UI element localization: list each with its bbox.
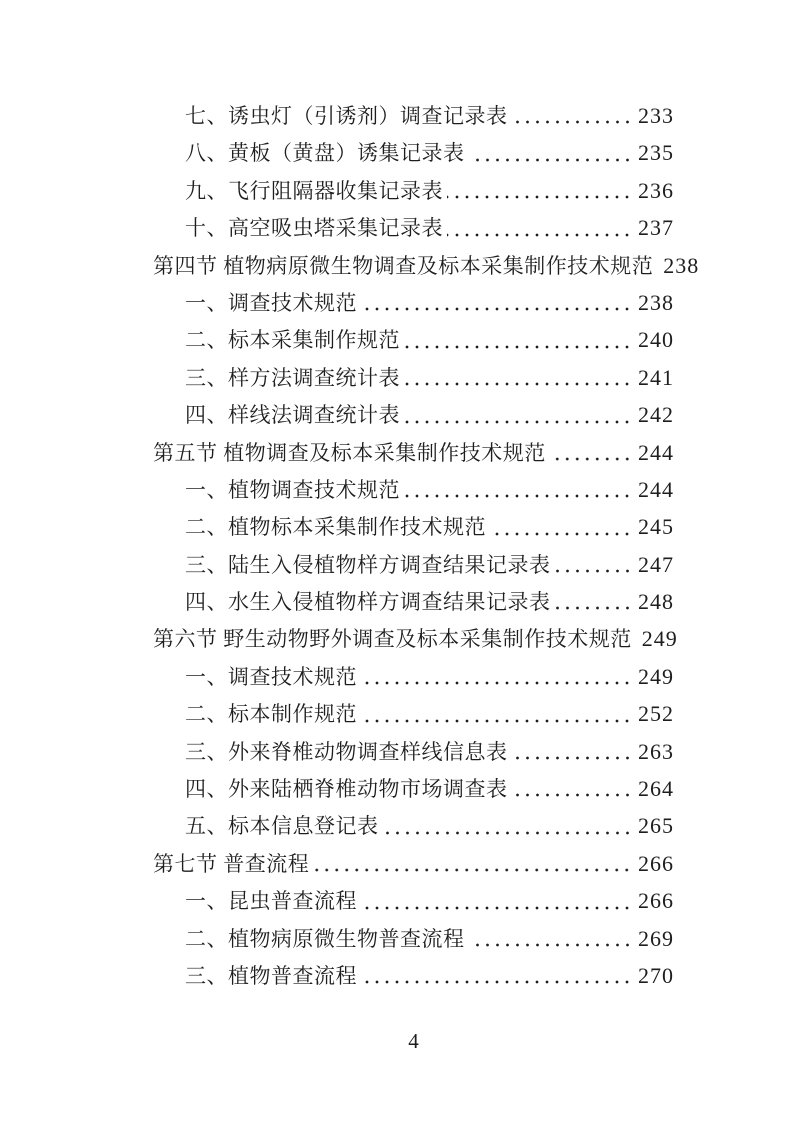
toc-entry[interactable] [153, 957, 674, 994]
toc-entry-label: 第七节 普查流程 [153, 851, 310, 876]
toc-entry[interactable] [153, 695, 674, 732]
toc-dot-leader [555, 606, 633, 610]
toc-entry-page: 242 [638, 402, 674, 428]
toc-entry-label: 第六节 野生动物野外调查及标本采集制作技术规范 [153, 627, 632, 652]
toc-entry-label: 四、水生入侵植物样方调查结果记录表 [185, 590, 551, 615]
toc-entry[interactable] [153, 284, 674, 321]
toc-dot-leader [361, 906, 632, 910]
toc-entry-label: 三、样方法调查统计表 [185, 365, 400, 390]
toc-dot-leader [383, 831, 633, 835]
toc-entry[interactable] [153, 733, 674, 770]
toc-entry-label: 第四节 植物病原微生物调查及标本采集制作技术规范 [153, 253, 654, 278]
toc-dot-leader [361, 980, 632, 984]
toc-entry-label: 二、标本制作规范 [185, 702, 357, 727]
toc-entry-label: 一、昆虫普查流程 [185, 889, 357, 914]
toc-entry-label: 十、高空吸虫塔采集记录表 [185, 216, 443, 241]
toc-entry-page: 249 [638, 663, 674, 689]
toc-entry-page: 237 [638, 215, 674, 241]
toc-entry-label: 一、植物调查技术规范 [185, 477, 400, 502]
toc-entry[interactable] [153, 321, 674, 358]
toc-entry[interactable] [153, 882, 674, 919]
toc-entry-label: 第五节 植物调查及标本采集制作技术规范 [153, 440, 546, 465]
toc-dot-leader [313, 868, 632, 872]
toc-entry-label: 四、样线法调查统计表 [185, 403, 400, 428]
toc-dot-leader [469, 158, 633, 162]
toc-entry[interactable] [153, 209, 674, 246]
toc-entry-label: 二、植物病原微生物普查流程 [185, 926, 465, 951]
toc-entry-page: 248 [638, 589, 674, 615]
toc-entry[interactable] [153, 620, 678, 657]
toc-dot-leader [512, 120, 633, 124]
toc-entry-label: 九、飞行阻隔器收集记录表 [185, 178, 443, 203]
toc-entry-label: 二、标本采集制作规范 [185, 328, 400, 353]
toc-entry-label: 三、陆生入侵植物样方调查结果记录表 [185, 552, 551, 577]
toc-dot-leader [447, 195, 632, 199]
toc-dot-leader [469, 943, 633, 947]
toc-dot-leader [361, 307, 632, 311]
toc-dot-leader [404, 345, 632, 349]
toc-dot-leader [404, 494, 632, 498]
toc-dot-leader [490, 532, 632, 536]
toc-dot-leader [361, 681, 632, 685]
toc-entry[interactable] [153, 471, 674, 508]
toc-entry-label: 一、调查技术规范 [185, 290, 357, 315]
toc-entry[interactable] [153, 807, 674, 844]
toc-entry[interactable] [153, 97, 674, 134]
toc-entry[interactable] [153, 658, 674, 695]
toc-entry[interactable] [153, 172, 674, 209]
toc-entry-page: 247 [638, 551, 674, 577]
toc-entry-label: 二、植物标本采集制作技术规范 [185, 515, 486, 540]
toc-entry-page: 240 [638, 327, 674, 353]
toc-entry-page: 233 [638, 103, 674, 128]
page-footer [153, 1026, 674, 1056]
toc-entry-page: 270 [638, 962, 674, 988]
toc-entry-page: 245 [638, 514, 674, 540]
toc-entry-label: 三、外来脊椎动物调查样线信息表 [185, 739, 508, 764]
toc-entry[interactable] [153, 134, 674, 171]
toc-entry-page: 236 [638, 177, 674, 203]
toc-entry-page: 265 [638, 813, 674, 839]
toc-entry[interactable] [153, 434, 674, 471]
toc-dot-leader [512, 756, 633, 760]
toc-dot-leader [447, 233, 632, 237]
toc-entry-page: 244 [638, 476, 674, 502]
toc-entry-page: 238 [663, 252, 700, 278]
toc-entry-page: 266 [638, 888, 674, 914]
toc-entry-label: 一、调查技术规范 [185, 664, 357, 689]
toc-dot-leader [404, 382, 632, 386]
toc-entry-page: 235 [638, 140, 674, 166]
toc-entry-label: 八、黄板（黄盘）诱集记录表 [185, 141, 465, 166]
toc-dot-leader [555, 569, 633, 573]
toc-dot-leader [550, 457, 632, 461]
toc-entry[interactable] [153, 247, 700, 284]
toc-entry[interactable] [153, 583, 674, 620]
toc-entry-label: 四、外来陆栖脊椎动物市场调查表 [185, 777, 508, 802]
toc-list [153, 97, 700, 994]
toc-entry[interactable] [153, 845, 674, 882]
toc-entry-page: 264 [638, 776, 674, 802]
toc-entry[interactable] [153, 396, 674, 433]
toc-entry-page: 241 [638, 364, 674, 390]
toc-entry[interactable] [153, 546, 674, 583]
toc-dot-leader [404, 420, 632, 424]
toc-entry-page: 266 [638, 850, 674, 876]
toc-entry-page: 238 [638, 289, 674, 315]
toc-entry-page: 263 [638, 738, 674, 764]
toc-entry-page: 249 [641, 626, 678, 652]
page-number: 4 [408, 1029, 419, 1053]
toc-dot-leader [361, 719, 632, 723]
toc-entry[interactable] [153, 359, 674, 396]
toc-entry-label: 三、植物普查流程 [185, 963, 357, 988]
toc-entry[interactable] [153, 508, 674, 545]
toc-entry-page: 252 [638, 701, 674, 727]
toc-entry[interactable] [153, 920, 674, 957]
toc-entry-page: 244 [638, 439, 674, 465]
toc-dot-leader [512, 793, 633, 797]
toc-entry-label: 五、标本信息登记表 [185, 814, 379, 839]
toc-entry-page: 269 [638, 925, 674, 951]
toc-entry[interactable] [153, 770, 674, 807]
toc-entry-label: 七、诱虫灯（引诱剂）调查记录表 [185, 104, 508, 128]
